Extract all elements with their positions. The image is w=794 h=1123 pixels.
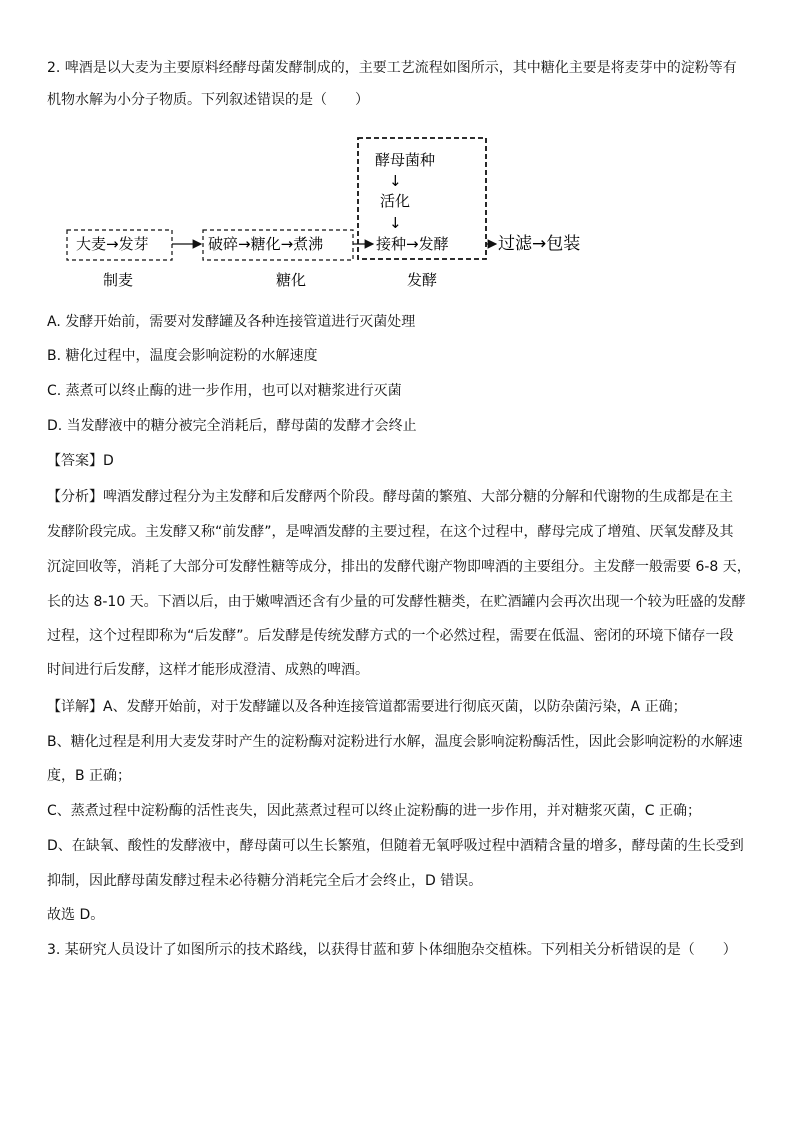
detail-line-5: D、在缺氧、酸性的发酵液中，酵母菌可以生长繁殖，但随着无氧呼吸过程中酒精含量的增多，酵母菌的生长受到 bbox=[47, 838, 744, 854]
analysis-line-2: 发酵阶段完成。主发酵又称“前发酵”，是啤酒发酵的主要过程，在这个过程中，酵母完成了增殖、厌氧发酵及其 bbox=[47, 524, 734, 540]
analysis-line-1: 【分析】啤酒发酵过程分为主发酵和后发酵两个阶段。酵母菌的繁殖、大部分糖的分解和代谢物的生成都是在主 bbox=[47, 489, 733, 505]
analysis-line-3: 沉淀回收等，消耗了大部分可发酵性糖等成分，排出的发酵代谢产物即啤酒的主要组分。主发酵一般需要 6-8 天， bbox=[47, 559, 751, 575]
filter-pack-text: 过滤→包装 bbox=[498, 234, 581, 254]
label-fermentation: 发酵 bbox=[407, 271, 438, 289]
q2-stem-line-1: 2. 啤酒是以大麦为主要原料经酵母菌发酵制成的，主要工艺流程如图所示，其中糖化主要是将麦芽中的淀粉等有 bbox=[47, 60, 737, 76]
analysis-line-5: 过程，这个过程即称为“后发酵”。后发酵是传统发酵方式的一个必然过程，需要在低温、密闭的环境下储存一段 bbox=[47, 628, 734, 644]
detail-line-6: 抑制，因此酵母菌发酵过程未必待糖分消耗完全后才会终止，D 错误。 bbox=[47, 873, 483, 889]
option-c: C. 蒸煮可以终止酶的进一步作用，也可以对糖浆进行灭菌 bbox=[47, 383, 402, 399]
q3-stem: 3. 某研究人员设计了如图所示的技术路线，以获得甘蓝和萝卜体细胞杂交植株。下列相关分析错误的是（ ） bbox=[47, 942, 737, 958]
fermentation-flow-text: 接种→发酵 bbox=[376, 235, 449, 253]
saccharification-flow-text: 破碎→糖化→煮沸 bbox=[208, 235, 324, 253]
option-b: B. 糖化过程中，温度会影响淀粉的水解速度 bbox=[47, 348, 318, 364]
activation-text: 活化 bbox=[380, 192, 411, 210]
detail-line-4: C、蒸煮过程中淀粉酶的活性丧失，因此蒸煮过程可以终止淀粉酶的进一步作用，并对糖浆灭菌，C 正确； bbox=[47, 803, 701, 819]
detail-line-2: B、糖化过程是利用大麦发芽时产生的淀粉酶对淀粉进行水解，温度会影响淀粉酶活性，因此会影响淀粉的水解速 bbox=[47, 734, 743, 750]
malting-flow-text: 大麦→发芽 bbox=[76, 235, 149, 253]
arrow-down-2: ↓ bbox=[389, 214, 402, 232]
q2-stem-line-2: 机物水解为小分子物质。下列叙述错误的是（ ） bbox=[47, 92, 369, 108]
label-saccharification: 糖化 bbox=[276, 271, 307, 289]
beer-process-flow-diagram bbox=[0, 130, 794, 295]
arrow-down-1: ↓ bbox=[389, 172, 402, 190]
detail-line-3: 度，B 正确； bbox=[47, 768, 132, 784]
option-d: D. 当发酵液中的糖分被完全消耗后，酵母菌的发酵才会终止 bbox=[47, 418, 417, 434]
analysis-line-4: 长的达 8-10 天。下酒以后，由于嫩啤酒还含有少量的可发酵性糖类，在贮酒罐内会再次出现一个较为旺盛的发酵 bbox=[47, 594, 746, 610]
yeast-strain-text: 酵母菌种 bbox=[375, 151, 436, 169]
analysis-line-6: 时间进行后发酵，这样才能形成澄清、成熟的啤酒。 bbox=[47, 662, 369, 678]
option-a: A. 发酵开始前，需要对发酵罐及各种连接管道进行灭菌处理 bbox=[47, 314, 416, 330]
label-malting: 制麦 bbox=[103, 271, 134, 289]
detail-line-7: 故选 D。 bbox=[47, 907, 105, 923]
detail-line-1: 【详解】A、发酵开始前，对于发酵罐以及各种连接管道都需要进行彻底灭菌，以防杂菌污染，A 正确； bbox=[47, 699, 687, 715]
answer: 【答案】D bbox=[47, 453, 114, 469]
